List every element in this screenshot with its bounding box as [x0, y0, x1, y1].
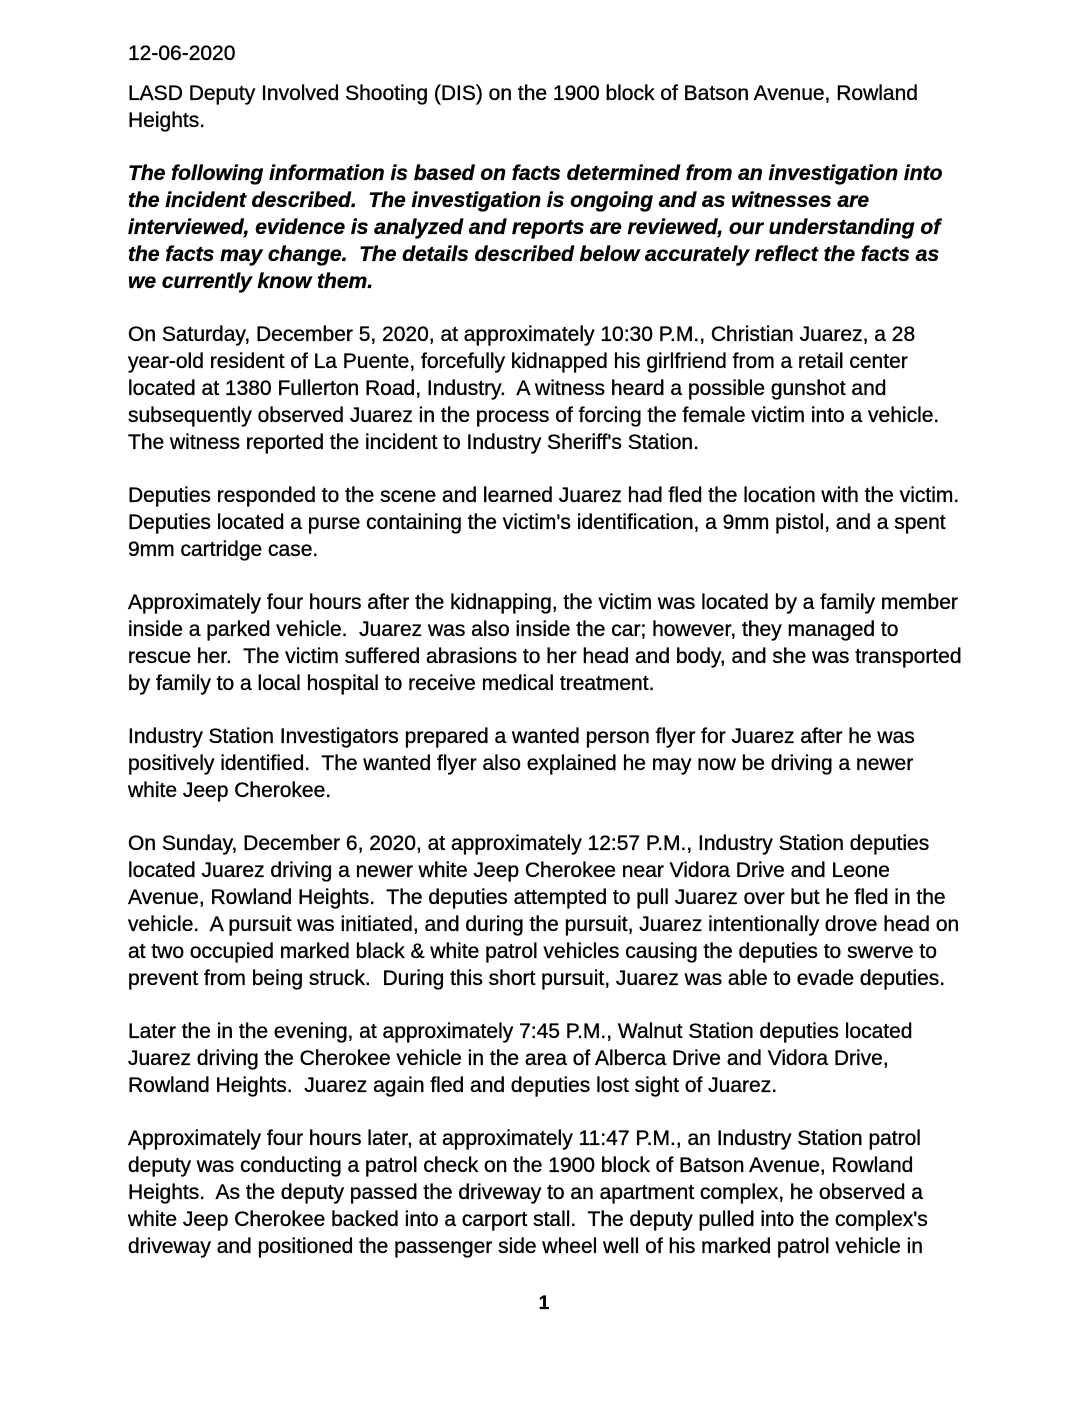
body-paragraph-1: On Saturday, December 5, 2020, at approximately 10:30 P.M., Christian Juarez, a 28 year-old resident of La Puente, forcefully kidnapped his girlfriend from a retail center located at 1380 Fullerton Road, Industry. A witness heard a possible gunshot and subsequently observed Juarez in the process of forcing the female victim into a vehicle. The witness reported the incident to Industry Sheriff's Station. — [128, 323, 951, 454]
body-paragraph-5: On Sunday, December 6, 2020, at approximately 12:57 P.M., Industry Station deputies located Juarez driving a newer white Jeep Cherokee near Vidora Drive and Leone Avenue, Rowland Heights. The deputies attempted to pull Juarez over but he fled in the vehicle. A pursuit was initiated, and during the pursuit, Juarez intentionally drove head on at two occupied marked black & white patrol vehicles causing the deputies to swerve to prevent from being struck. During this short pursuit, Juarez was able to evade deputies. — [128, 832, 966, 990]
page-number: 1 — [538, 1293, 550, 1314]
body-paragraph-4: Industry Station Investigators prepared a wanted person flyer for Juarez after he was positively identified. The wanted flyer also explained he may now be driving a newer white Jeep Cherokee. — [128, 725, 921, 802]
body-paragraph-2: Deputies responded to the scene and learned Juarez had fled the location with the victim. Deputies located a purse containing the victim's identification, a 9mm pistol, and a spent 9mm cartridge case. — [128, 484, 971, 561]
body-paragraph-3: Approximately four hours after the kidnapping, the victim was located by a family member inside a parked vehicle. Juarez was also inside the car; however, they managed to rescue her. The victim suffered abrasions to her head and body, and she was transported by family to a local hospital to receive medical treatment. — [128, 591, 968, 695]
document-headline: LASD Deputy Involved Shooting (DIS) on the 1900 block of Batson Avenue, Rowland Heights. — [128, 82, 924, 132]
document-date: 12-06-2020 — [128, 42, 236, 65]
body-paragraph-7: Approximately four hours later, at approximately 11:47 P.M., an Industry Station patrol deputy was conducting a patrol check on the 1900 block of Batson Avenue, Rowland Heights. As the deputy passed the driveway to an apartment complex, he observed a white Jeep Cherokee backed into a carport stall. The deputy pulled into the complex's driveway and positioned the passenger side wheel well of his marked patrol vehicle in — [128, 1127, 934, 1258]
document-content — [128, 40, 971, 1286]
disclaimer-paragraph: The following information is based on facts determined from an investigation into the incident described. The investigation is ongoing and as witnesses are interviewed, evidence is analyzed and reports are reviewed, our understanding of the facts may change. The details described below accurately reflect the facts as we currently know them. — [128, 162, 949, 293]
body-paragraph-6: Later the in the evening, at approximately 7:45 P.M., Walnut Station deputies located Juarez driving the Cherokee vehicle in the area of Alberca Drive and Vidora Drive, Rowland Heights. Juarez again fled and deputies lost sight of Juarez. — [128, 1020, 919, 1097]
